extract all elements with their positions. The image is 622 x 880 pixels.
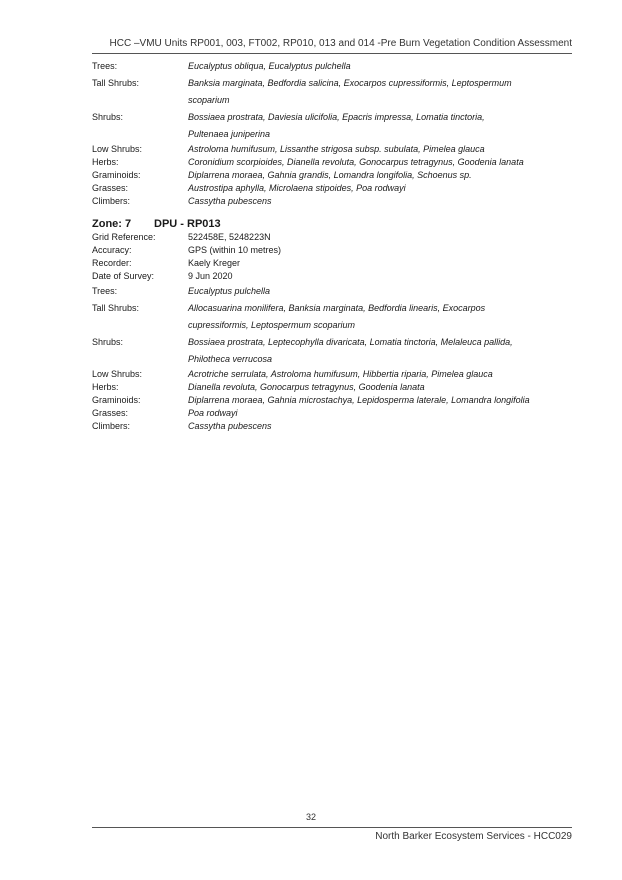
header-divider: [92, 53, 572, 54]
graminoids-row: [92, 169, 572, 182]
shrubs-label: Shrubs:: [92, 112, 124, 122]
z7-shrubs-value-line2: Philotheca verrucosa: [188, 354, 273, 364]
shrubs-value-line1: Bossiaea prostrata, Daviesia ulicifolia, Epacris impressa, Lomatia tinctoria,: [188, 112, 485, 122]
z7-tall-shrubs-value-line2: cupressiformis, Leptospermum scoparium: [188, 320, 356, 330]
z7-graminoids-row: [92, 394, 572, 407]
z7-low-shrubs-row: [92, 368, 572, 381]
shrubs-row: [92, 109, 572, 143]
z7-herbs-label: Herbs:: [92, 382, 119, 392]
graminoids-label: Graminoids:: [92, 170, 141, 180]
header-title: HCC –VMU Units RP001, 003, FT002, RP010, 013 and 014 -Pre Burn Vegetation Condition Assessment: [109, 38, 572, 49]
footer-divider: [92, 827, 572, 828]
z7-grasses-label: Grasses:: [92, 408, 129, 418]
herbs-label: Herbs:: [92, 157, 119, 167]
climbers-row: [92, 195, 572, 208]
recorder-label: Recorder:: [92, 258, 132, 268]
z7-low-shrubs-value: Acrotriche serrulata, Astroloma humifusum, Hibbertia riparia, Pimelea glauca: [188, 369, 493, 379]
tall-shrubs-value-line1: Banksia marginata, Bedfordia salicina, Exocarpos cupressiformis, Leptospermum: [188, 78, 512, 88]
low-shrubs-row: [92, 143, 572, 156]
z7-trees-row: [92, 283, 572, 300]
herbs-value: Coronidium scorpioides, Dianella revoluta, Gonocarpus tetragynus, Goodenia lanata: [188, 157, 524, 167]
z7-shrubs-label: Shrubs:: [92, 337, 124, 347]
accuracy-row: [92, 244, 572, 257]
document-body: [92, 58, 572, 433]
z7-graminoids-label: Graminoids:: [92, 395, 141, 405]
footer-text: North Barker Ecosystem Services - HCC029: [375, 831, 572, 842]
graminoids-value: Diplarrena moraea, Gahnia grandis, Lomandra longifolia, Schoenus sp.: [188, 170, 472, 180]
z7-shrubs-row: [92, 334, 572, 368]
date-row: [92, 270, 572, 283]
z7-herbs-row: [92, 381, 572, 394]
accuracy-label: Accuracy:: [92, 245, 132, 255]
z7-grasses-value: Poa rodwayi: [188, 408, 238, 418]
page-number: 32: [305, 812, 316, 822]
date-label: Date of Survey:: [92, 271, 155, 281]
z7-climbers-label: Climbers:: [92, 421, 131, 431]
grid-reference-value: 522458E, 5248223N: [188, 232, 271, 242]
tall-shrubs-label: Tall Shrubs:: [92, 78, 140, 88]
tall-shrubs-row: [92, 75, 572, 109]
z7-tall-shrubs-row: [92, 300, 572, 334]
grasses-row: [92, 182, 572, 195]
trees-value: Eucalyptus obliqua, Eucalyptus pulchella: [188, 61, 351, 71]
z7-shrubs-value-line1: Bossiaea prostrata, Leptecophylla divaricata, Lomatia tinctoria, Melaleuca pallida,: [188, 337, 513, 347]
zone-id: DPU - RP013: [154, 218, 221, 230]
grasses-label: Grasses:: [92, 183, 129, 193]
trees-label: Trees:: [92, 61, 118, 71]
zone-heading: [92, 218, 572, 230]
trees-row: [92, 58, 572, 75]
recorder-row: [92, 257, 572, 270]
z7-graminoids-value: Diplarrena moraea, Gahnia microstachya, Lepidosperma laterale, Lomandra longifolia: [188, 395, 530, 405]
low-shrubs-value: Astroloma humifusum, Lissanthe strigosa subsp. subulata, Pimelea glauca: [188, 144, 485, 154]
herbs-row: [92, 156, 572, 169]
z7-grasses-row: [92, 407, 572, 420]
z7-climbers-row: [92, 420, 572, 433]
z7-trees-label: Trees:: [92, 286, 118, 296]
climbers-value: Cassytha pubescens: [188, 196, 272, 206]
zone-label: Zone: 7: [92, 218, 132, 230]
date-value: 9 Jun 2020: [188, 271, 233, 281]
z7-trees-value: Eucalyptus pulchella: [188, 286, 271, 296]
z7-low-shrubs-label: Low Shrubs:: [92, 369, 143, 379]
recorder-value: Kaely Kreger: [188, 258, 241, 268]
z7-herbs-value: Dianella revoluta, Gonocarpus tetragynus, Goodenia lanata: [188, 382, 425, 392]
grasses-value: Austrostipa aphylla, Microlaena stipoides, Poa rodwayi: [188, 183, 406, 193]
low-shrubs-label: Low Shrubs:: [92, 144, 143, 154]
grid-reference-label: Grid Reference:: [92, 232, 156, 242]
shrubs-value-line2: Pultenaea juniperina: [188, 129, 271, 139]
z7-tall-shrubs-value-line1: Allocasuarina monilifera, Banksia marginata, Bedfordia linearis, Exocarpos: [188, 303, 486, 313]
z7-climbers-value: Cassytha pubescens: [188, 421, 272, 431]
grid-reference-row: [92, 231, 572, 244]
accuracy-value: GPS (within 10 metres): [188, 245, 282, 255]
z7-tall-shrubs-label: Tall Shrubs:: [92, 303, 140, 313]
climbers-label: Climbers:: [92, 196, 131, 206]
tall-shrubs-value-line2: scoparium: [188, 95, 230, 105]
